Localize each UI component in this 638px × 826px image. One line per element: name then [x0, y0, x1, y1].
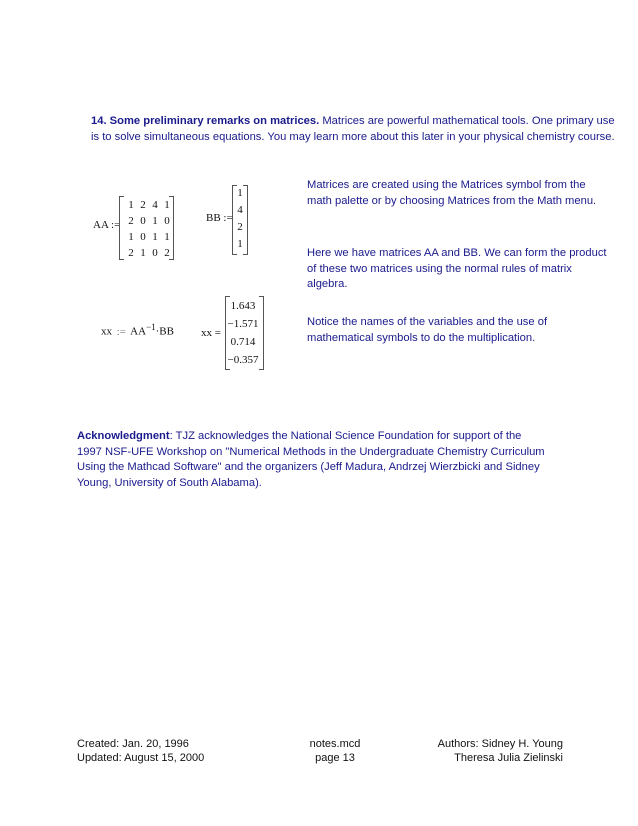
- aa-matrix: [125, 199, 173, 259]
- matrix-cell: 2: [164, 247, 170, 259]
- matrix-cell: 0: [152, 247, 158, 259]
- matrix-cell: 1: [128, 231, 134, 243]
- matrix-cell: 1: [237, 187, 243, 199]
- matrix-cell: 1: [152, 231, 158, 243]
- matrix-cell: −0.357: [227, 354, 259, 366]
- section-intro-paragraph: [91, 114, 621, 145]
- inverse-exponent: −1: [146, 322, 156, 332]
- aa-label: AA :=: [93, 219, 121, 231]
- bb-label: BB :=: [206, 212, 233, 224]
- footer-file: [290, 737, 380, 765]
- footer-page-number: page 13: [315, 752, 355, 764]
- xx-result-vector: [226, 300, 260, 367]
- assign-operator: :=: [116, 325, 127, 338]
- matrix-cell: 1.643: [230, 300, 256, 312]
- footer-authors-line2: Theresa Julia Zielinski: [454, 752, 563, 764]
- footer-filename: notes.mcd: [309, 738, 361, 750]
- matrix-cell: 1: [152, 215, 158, 227]
- xx-def-lhs: xx: [101, 325, 112, 338]
- matrix-cell: 2: [128, 247, 134, 259]
- footer-created: Created: Jan. 20, 1996: [77, 738, 189, 750]
- matrix-cell: 2: [237, 221, 243, 233]
- matrix-cell: 1: [164, 231, 170, 243]
- footer-authors: [420, 737, 563, 765]
- xx-def-rhs-pre: AA: [130, 325, 147, 338]
- matrix-cell: 4: [152, 199, 158, 211]
- bb-matrix: [234, 187, 246, 250]
- acknowledgment-paragraph: [77, 429, 547, 491]
- matrix-cell: 0.714: [230, 336, 256, 348]
- xx-eval-label: xx =: [201, 327, 221, 339]
- note-product: Here we have matrices AA and BB. We can form the product of these two matrices using the normal rules of matrix algebra.: [307, 247, 607, 290]
- matrix-cell: 1: [164, 199, 170, 211]
- matrix-cell: 1: [237, 238, 243, 250]
- acknowledgment-label: Acknowledgment: [77, 430, 170, 442]
- section-intro-text: Matrices are powerful mathematical tools. One primary use is to solve simultaneous equations. You may learn more about this later in your physical chemistry course.: [91, 115, 615, 143]
- matrix-cell: 0: [140, 231, 146, 243]
- footer-updated: Updated: August 15, 2000: [77, 752, 205, 764]
- section-heading: 14. Some preliminary remarks on matrices.: [91, 115, 320, 127]
- matrix-cell: 4: [237, 204, 243, 216]
- matrix-cell: 2: [128, 215, 134, 227]
- matrix-cell: 2: [140, 199, 146, 211]
- matrix-cell: 1: [128, 199, 134, 211]
- footer-dates: [77, 737, 204, 765]
- note-matrices-creation: Matrices are created using the Matrices symbol from the math palette or by choosing Matrices from the Math menu.: [307, 179, 597, 207]
- matrix-cell: 0: [164, 215, 170, 227]
- xx-definition: [101, 322, 174, 338]
- footer-authors-line1: Authors: Sidney H. Young: [437, 738, 563, 750]
- matrix-cell: 0: [140, 215, 146, 227]
- aa-left-bracket: [119, 196, 124, 260]
- xx-def-rhs-post: ·BB: [155, 325, 174, 338]
- note-variable-names: Notice the names of the variables and the use of mathematical symbols to do the multiplication.: [307, 316, 548, 344]
- matrix-cell: −1.571: [227, 318, 259, 330]
- acknowledgment-text: : TJZ acknowledges the National Science Foundation for support of the 1997 NSF-UFE Workshop on "Numerical Methods in the Undergraduate Chemistry Curriculum Using the Mathcad Software" and the organizers (Jeff Madura, Andrzej Wierzbicki and Sidney Young, University of South Alabama).: [77, 430, 545, 489]
- matrix-cell: 1: [140, 247, 146, 259]
